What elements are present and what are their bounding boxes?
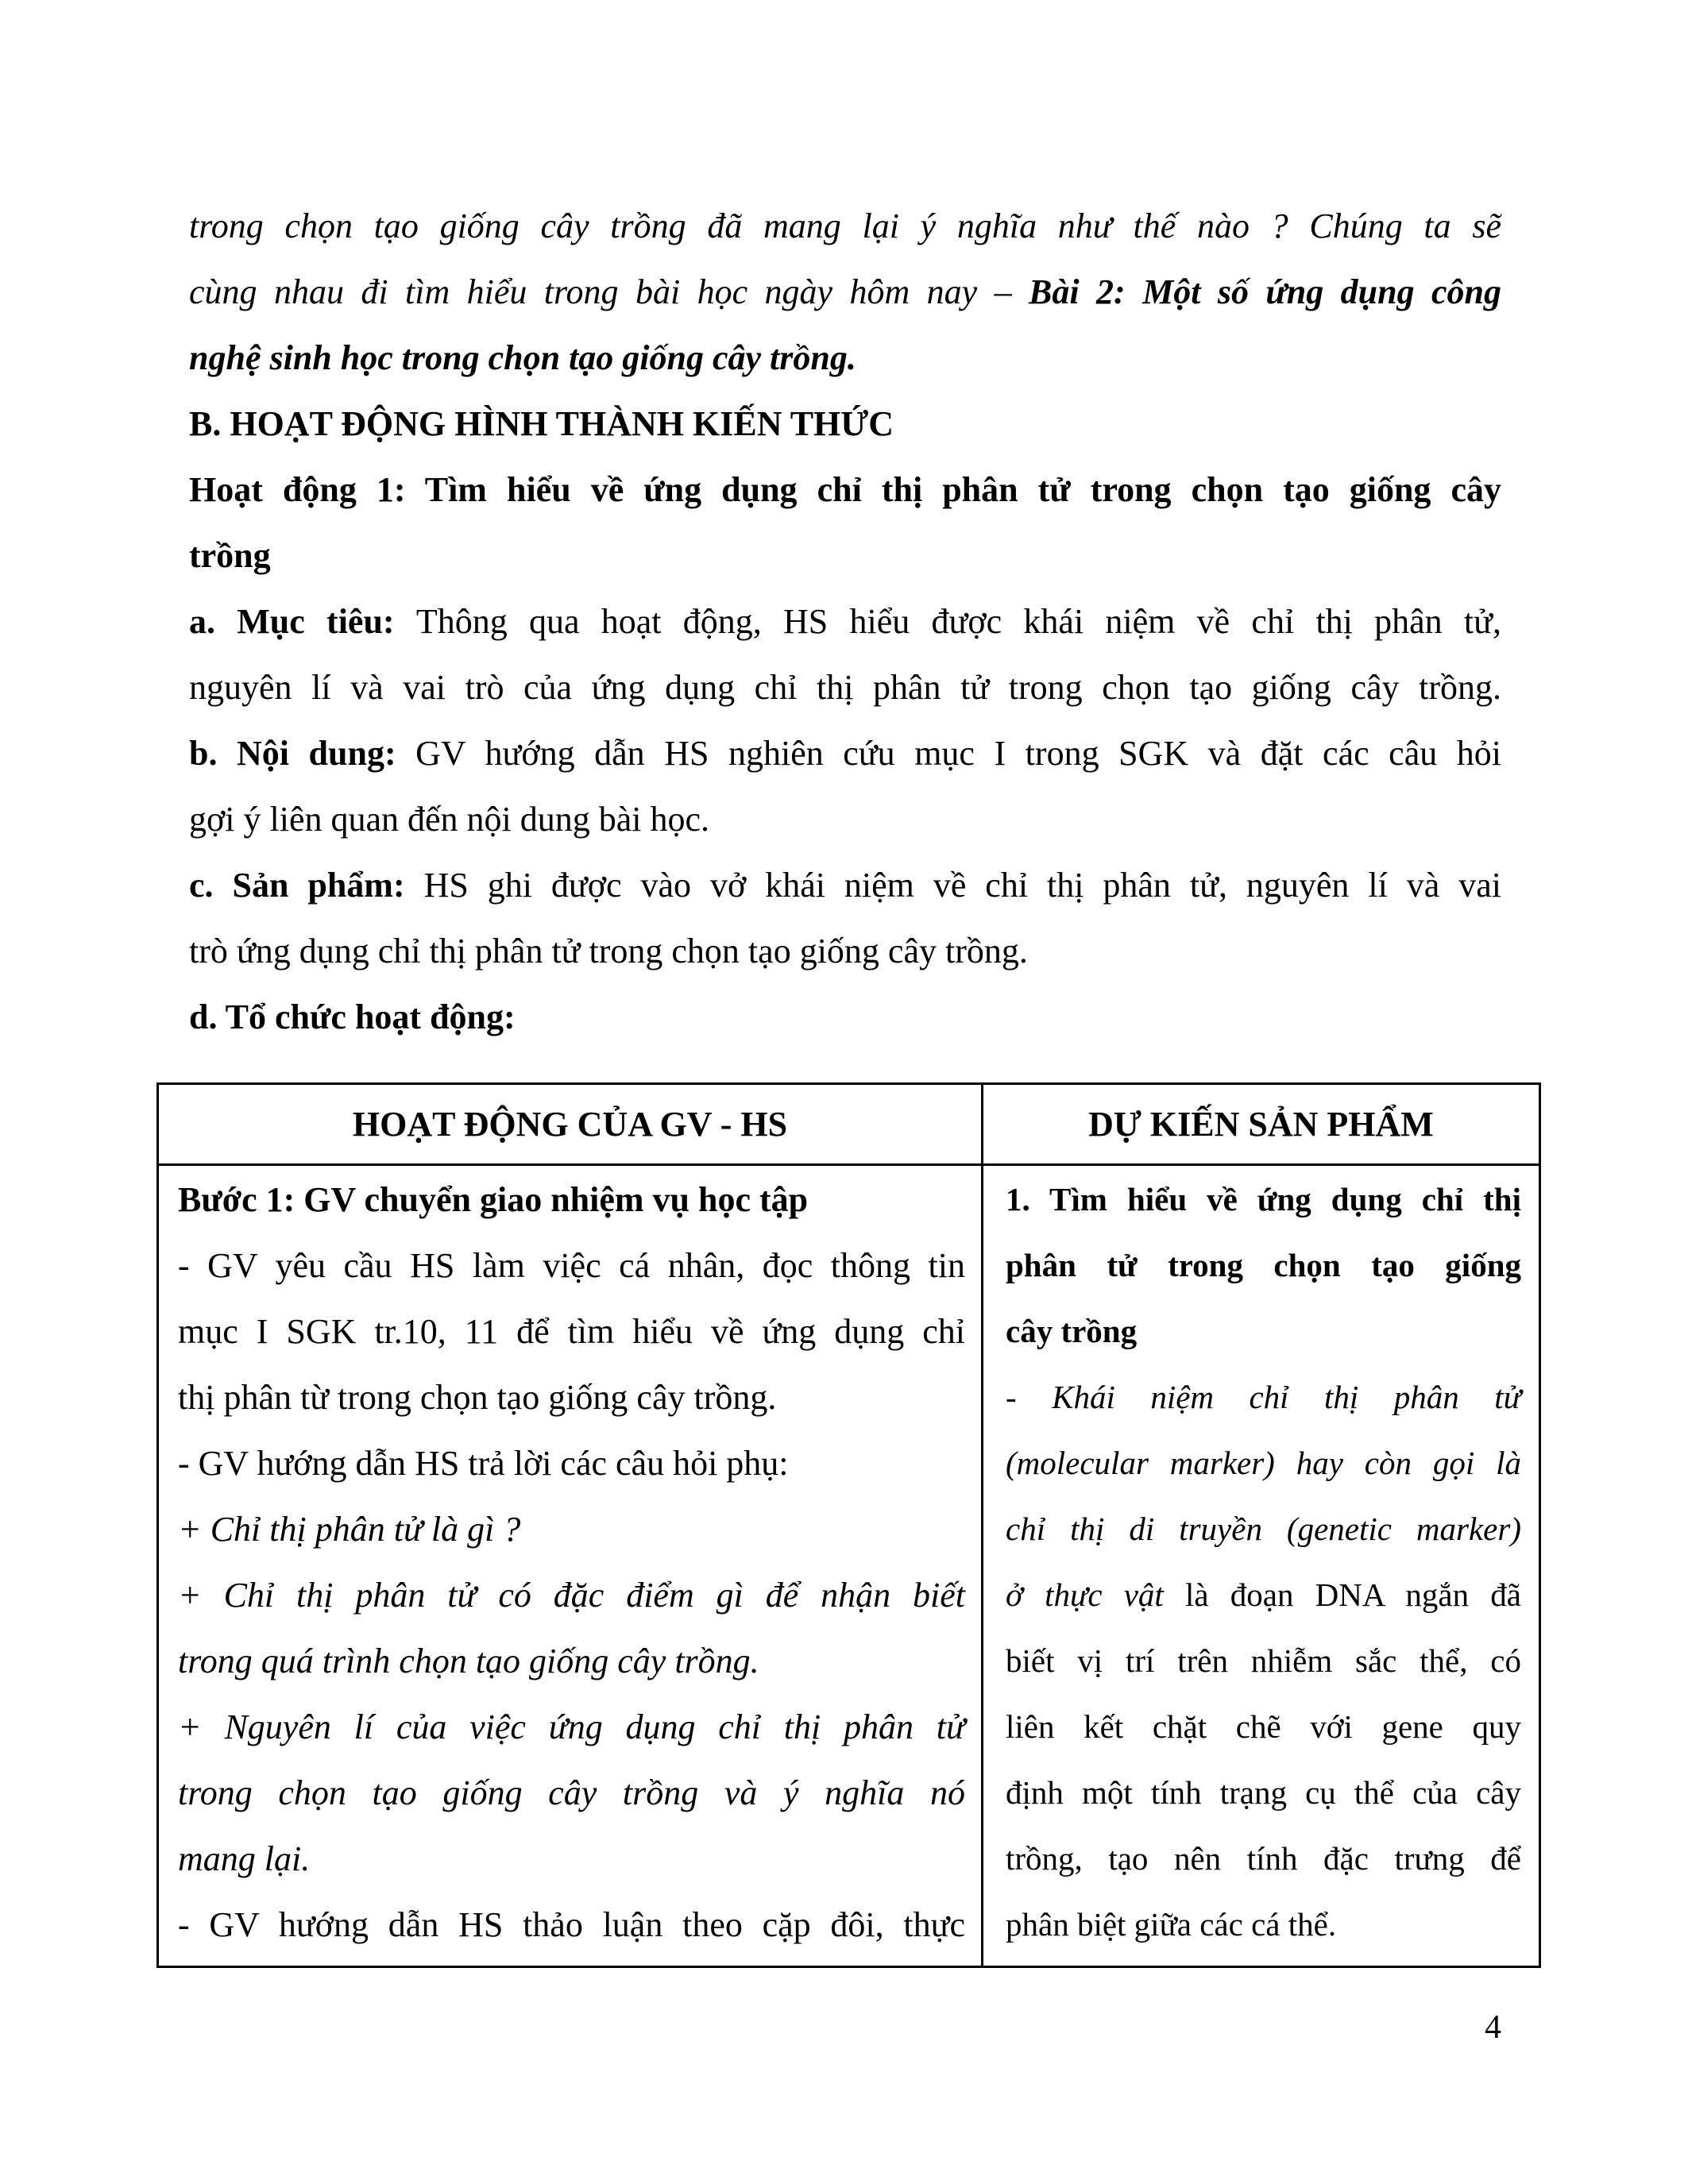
text-segment: nguyên lí và vai trò của ứng dụng chỉ thị phân tử trong chọn tạo giống cây trồng. [189, 668, 1501, 707]
text-segment: biết vị trí trên nhiễm sắc thể, có [1006, 1642, 1521, 1679]
text-segment: trồng [189, 536, 271, 575]
text-line [1006, 1826, 1521, 1892]
text-segment: trồng, tạo nên tính đặc trưng để [1006, 1840, 1521, 1877]
table-cell-activities [158, 1165, 983, 1967]
text-segment: nghệ sinh học trong chọn tạo giống cây trồng. [189, 338, 856, 377]
table-header-du-kien-san-pham: DỰ KIẾN SẢN PHẨM [983, 1084, 1540, 1165]
text-line [189, 984, 1501, 1050]
text-line [1006, 1760, 1521, 1826]
text-line [178, 1892, 965, 1958]
text-line [189, 654, 1501, 720]
text-segment: GV hướng dẫn HS nghiên cứu mục I trong SGK và đặt các câu hỏi [415, 734, 1501, 773]
text-segment: 1. Tìm hiểu về ứng dụng chỉ thị [1006, 1181, 1521, 1217]
text-line [1006, 1628, 1521, 1694]
table-cell-expected-products [983, 1165, 1540, 1967]
text-segment: - GV hướng dẫn HS trả lời các câu hỏi phụ: [178, 1444, 789, 1483]
text-segment: + Chỉ thị phân tử có đặc điểm gì để nhận biết [178, 1576, 965, 1615]
text-segment: - Khái niệm chỉ thị phân tử [1006, 1379, 1521, 1415]
text-line [1006, 1694, 1521, 1760]
text-segment: Thông qua hoạt động, HS hiểu được khái niệm về chỉ thị phân tử, [415, 602, 1501, 641]
text-line [189, 786, 1501, 852]
text-line [189, 720, 1501, 786]
text-segment: trong chọn tạo giống cây trồng đã mang lại ý nghĩa như thế nào ? Chúng ta sẽ [189, 206, 1501, 245]
text-line [1006, 1430, 1521, 1496]
text-segment: chỉ thị di truyền (genetic marker) [1006, 1511, 1521, 1547]
text-line [178, 1167, 965, 1233]
text-line [178, 1562, 965, 1628]
text-line [178, 1364, 965, 1430]
text-line [178, 1826, 965, 1892]
text-line [178, 1628, 965, 1694]
text-segment: b. Nội dung: [189, 734, 416, 773]
main-text-block [189, 193, 1501, 1050]
text-line [178, 1430, 965, 1496]
text-segment: liên kết chặt chẽ với gene quy [1006, 1708, 1521, 1745]
text-line [1006, 1298, 1521, 1364]
text-line [1006, 1167, 1521, 1233]
text-line [178, 1496, 965, 1562]
text-segment: mang lại. [178, 1839, 311, 1878]
text-line [1006, 1892, 1521, 1958]
text-segment: gợi ý liên quan đến nội dung bài học. [189, 800, 710, 839]
text-segment: cây trồng [1006, 1313, 1138, 1349]
text-line [178, 1694, 965, 1760]
text-segment: Bài 2: Một số ứng dụng công [1029, 272, 1501, 311]
text-segment: Bước 1: GV chuyển giao nhiệm vụ học tập [178, 1180, 809, 1219]
text-segment: c. Sản phẩm: [189, 866, 424, 905]
text-line [178, 1233, 965, 1298]
text-segment: d. Tổ chức hoạt động: [189, 997, 516, 1036]
text-line [189, 193, 1501, 259]
text-segment: Hoạt động 1: Tìm hiểu về ứng dụng chỉ thị phân tử trong chọn tạo giống cây [189, 470, 1501, 509]
table-header-gv-hs: HOẠT ĐỘNG CỦA GV - HS [158, 1084, 983, 1165]
text-segment: trong quá trình chọn tạo giống cây trồng. [178, 1642, 759, 1680]
text-line [1006, 1496, 1521, 1562]
text-segment: - GV yêu cầu HS làm việc cá nhân, đọc thông tin [178, 1246, 965, 1285]
text-segment: - GV hướng dẫn HS thảo luận theo cặp đôi, thực [178, 1905, 965, 1944]
text-line [189, 588, 1501, 654]
text-line [1006, 1364, 1521, 1430]
text-segment: phân biệt giữa các cá thể. [1006, 1906, 1337, 1943]
page-number: 4 [1485, 2009, 1501, 2046]
text-segment: + Nguyên lí của việc ứng dụng chỉ thị phân tử [178, 1707, 965, 1746]
text-line [189, 852, 1501, 918]
text-line [1006, 1562, 1521, 1628]
text-segment: định một tính trạng cụ thể của cây [1006, 1774, 1521, 1811]
text-segment: trong chọn tạo giống cây trồng và ý nghĩa nó [178, 1773, 965, 1812]
text-segment: a. Mục tiêu: [189, 602, 416, 641]
text-line [189, 523, 1501, 588]
text-segment: cùng nhau đi tìm hiểu trong bài học ngày hôm nay – [189, 272, 1029, 311]
text-line [189, 457, 1501, 523]
text-line [189, 325, 1501, 391]
text-segment: + Chỉ thị phân tử là gì ? [178, 1510, 521, 1549]
text-segment: B. HOẠT ĐỘNG HÌNH THÀNH KIẾN THỨC [189, 404, 894, 443]
text-segment: phân tử trong chọn tạo giống [1006, 1247, 1521, 1283]
text-line [189, 918, 1501, 984]
text-segment: ở thực vật [1006, 1576, 1185, 1613]
text-line [189, 259, 1501, 325]
text-segment: thị phân từ trong chọn tạo giống cây trồng. [178, 1378, 777, 1417]
text-segment: mục I SGK tr.10, 11 để tìm hiểu về ứng dụng chỉ [178, 1312, 965, 1351]
text-segment: là đoạn DNA ngắn đã [1185, 1576, 1522, 1613]
text-segment: HS ghi được vào vở khái niệm về chỉ thị phân tử, nguyên lí và vai [423, 866, 1501, 905]
text-line [178, 1298, 965, 1364]
table-body-row [158, 1165, 1540, 1967]
text-line [1006, 1233, 1521, 1298]
text-line [189, 391, 1501, 457]
text-line [178, 1760, 965, 1826]
text-segment: (molecular marker) hay còn gọi là [1006, 1445, 1521, 1481]
text-segment: trò ứng dụng chỉ thị phân tử trong chọn tạo giống cây trồng. [189, 932, 1028, 970]
activity-table [156, 1082, 1541, 1968]
table-header-row [158, 1084, 1540, 1165]
